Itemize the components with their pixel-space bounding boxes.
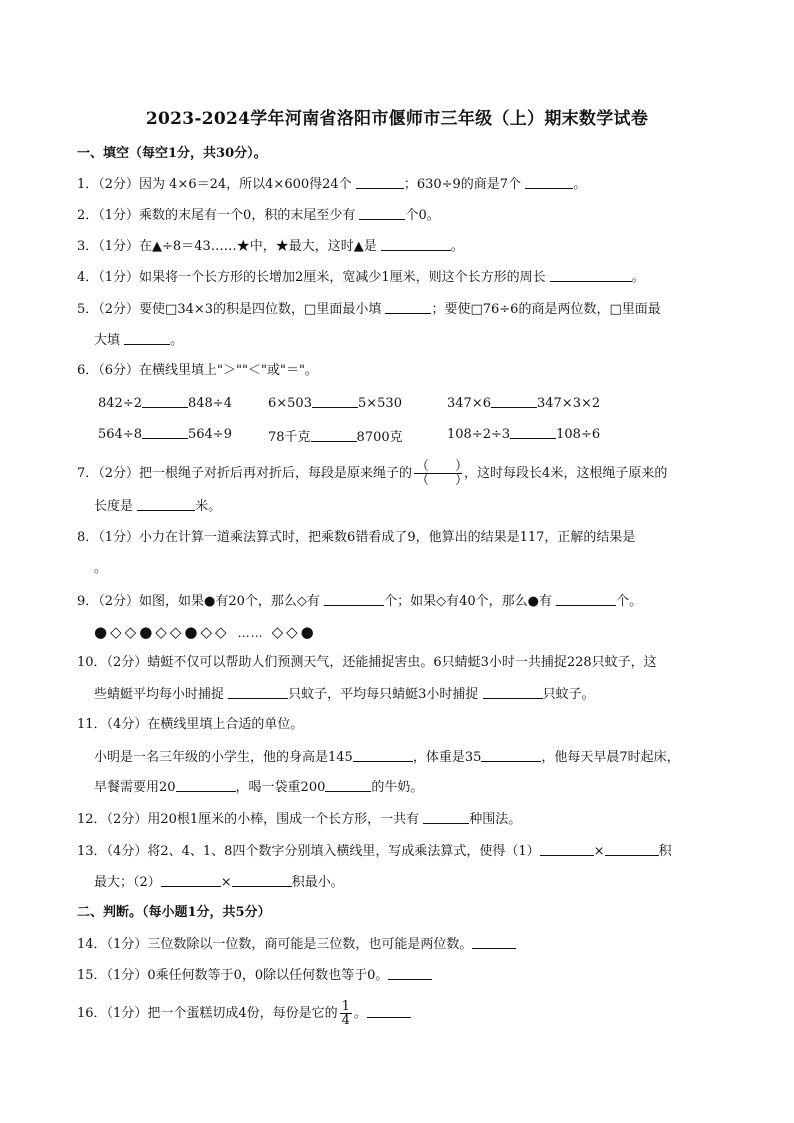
question-11-line3: 早餐需要用20 ，喝一袋重200 的牛奶。	[94, 780, 424, 795]
section-2-heading: 二、判断。（每小题1分，共5分）	[77, 905, 271, 920]
answer-blank[interactable]	[423, 811, 469, 824]
question-10: 10．（2分）蜻蜓不仅可以帮助人们预测天气，还能捕捉害虫。6只蜻蜓3小时一共捕捉228只蚊子，这	[77, 655, 657, 670]
answer-blank[interactable]	[491, 395, 537, 408]
answer-blank[interactable]	[312, 395, 358, 408]
question-15: 15．（1分）0乘任何数等于0，0除以任何数也等于0。	[77, 967, 432, 984]
answer-blank[interactable]	[540, 843, 594, 856]
answer-blank[interactable]	[353, 749, 413, 762]
diamond-shape: ◇	[271, 623, 285, 641]
ellipsis: ……	[237, 626, 264, 640]
dot-shape: ●	[139, 623, 154, 641]
shape-sequence	[94, 623, 317, 641]
compare-item: 564÷8 564÷9	[98, 427, 232, 442]
exam-title: 2023-2024学年河南省洛阳市偃师市三年级（上）期末数学试卷	[145, 109, 649, 129]
compare-item: 78千克 8700克	[268, 430, 403, 445]
question-6: 6．（6分）在横线里填上"＞""＜"或"＝"。	[77, 363, 318, 378]
answer-blank[interactable]	[550, 269, 632, 282]
question-14: 14．（1分）三位数除以一位数，商可能是三位数，也可能是两位数。	[77, 936, 516, 953]
compare-item: 842÷2 848÷4	[98, 396, 232, 411]
diamond-shape: ◇	[110, 623, 123, 641]
compare-item: 6×503 5×530	[268, 396, 402, 411]
diamond-shape: ◇	[155, 623, 168, 641]
diamond-shape: ◇	[124, 623, 138, 641]
answer-blank[interactable]	[124, 332, 170, 345]
answer-blank[interactable]	[356, 176, 404, 189]
question-1: 1．（2分）因为 4×6＝24，所以4×600得24个 ；630÷9的商是7个 。	[77, 177, 587, 192]
fraction-blank[interactable]: $\frac{( )}{( )}$	[416, 459, 469, 488]
answer-blank[interactable]	[367, 1005, 411, 1018]
question-11: 11．（4分）在横线里填上合适的单位。	[77, 717, 304, 732]
answer-blank[interactable]	[381, 238, 451, 251]
answer-blank[interactable]	[481, 749, 541, 762]
answer-blank[interactable]	[228, 686, 288, 699]
diamond-shape: ◇	[286, 623, 299, 641]
answer-blank[interactable]	[388, 967, 432, 980]
answer-blank[interactable]	[472, 936, 516, 949]
question-13-cont: 最大；（2） × 积最小。	[94, 875, 344, 890]
compare-item: 108÷2÷3 108÷6	[447, 427, 601, 442]
answer-blank[interactable]	[137, 498, 195, 511]
question-2: 2．（1分）乘数的末尾有一个0，积的末尾至少有 个0。	[77, 208, 440, 223]
question-5: 5．（2分）要使□34×3的积是四位数，□里面最小填 ；要使□76÷6的商是两位数，□里面最	[77, 302, 661, 317]
question-4: 4．（1分）如果将一个长方形的长增加2厘米，宽减少1厘米，则这个长方形的周长 。	[77, 270, 645, 285]
fraction-one-quarter: $\frac{1}{4}$	[341, 999, 350, 1028]
question-11-line2: 小明是一名三年级的小学生，他的身高是145 ，体重是35 ，他每天早晨7时起床，	[94, 750, 680, 765]
question-3: 3．（1分）在▲÷8＝43……★中，★最大，这时▲是 。	[77, 239, 464, 254]
question-8-cont: 。	[94, 561, 108, 576]
answer-blank[interactable]	[324, 593, 384, 606]
answer-blank[interactable]	[556, 593, 616, 606]
answer-blank[interactable]	[525, 176, 573, 189]
answer-blank[interactable]	[483, 686, 543, 699]
answer-blank[interactable]	[161, 874, 221, 887]
dot-shape: ●	[300, 623, 315, 641]
diamond-shape: ◇	[200, 623, 214, 641]
dot-shape: ●	[94, 623, 109, 641]
answer-blank[interactable]	[232, 874, 292, 887]
question-9: 9．（2分）如图，如果●有20个，那么◇有 个；如果◇有40个，那么●有 个。	[77, 594, 643, 609]
answer-blank[interactable]	[385, 301, 431, 314]
diamond-shape: ◇	[215, 623, 228, 641]
answer-blank[interactable]	[311, 429, 357, 442]
answer-blank[interactable]	[605, 843, 659, 856]
question-16: 16．（1分）把一个蛋糕切成4份，每份是它的 $\frac{1}{4}$ 。	[77, 1000, 411, 1027]
section-1-heading: 一、填空（每空1分，共30分）。	[77, 146, 267, 161]
question-7: 7．（2分）把一根绳子对折后再对折后，每段是原来绳子的 $\frac{( )}{( )}$ ，这时每段长4米，这根绳子原来的	[77, 459, 668, 488]
question-12: 12．（2分）用20根1厘米的小棒，围成一个长方形，一共有 种围法。	[77, 812, 522, 827]
answer-blank[interactable]	[176, 779, 236, 792]
answer-blank[interactable]	[510, 426, 556, 439]
answer-blank[interactable]	[325, 779, 371, 792]
question-7-cont: 长度是 米。	[94, 499, 222, 514]
question-10-cont: 些蜻蜓平均每小时捕捉 只蚊子，平均每只蜻蜓3小时捕捉 只蚊子。	[94, 687, 595, 702]
compare-item: 347×6 347×3×2	[447, 396, 601, 411]
diamond-shape: ◇	[169, 623, 183, 641]
answer-blank[interactable]	[359, 207, 405, 220]
question-5-cont: 大填 。	[94, 333, 184, 348]
answer-blank[interactable]	[142, 426, 188, 439]
answer-blank[interactable]	[142, 395, 188, 408]
question-13: 13．（4分）将2、4、1、8四个数字分别填入横线里，写成乘法算式，使得（1） × 积	[77, 844, 672, 859]
dot-shape: ●	[184, 623, 199, 641]
question-8: 8．（1分）小力在计算一道乘法算式时，把乘数6错看成了9，他算出的结果是117，正解的结果是	[77, 530, 636, 545]
